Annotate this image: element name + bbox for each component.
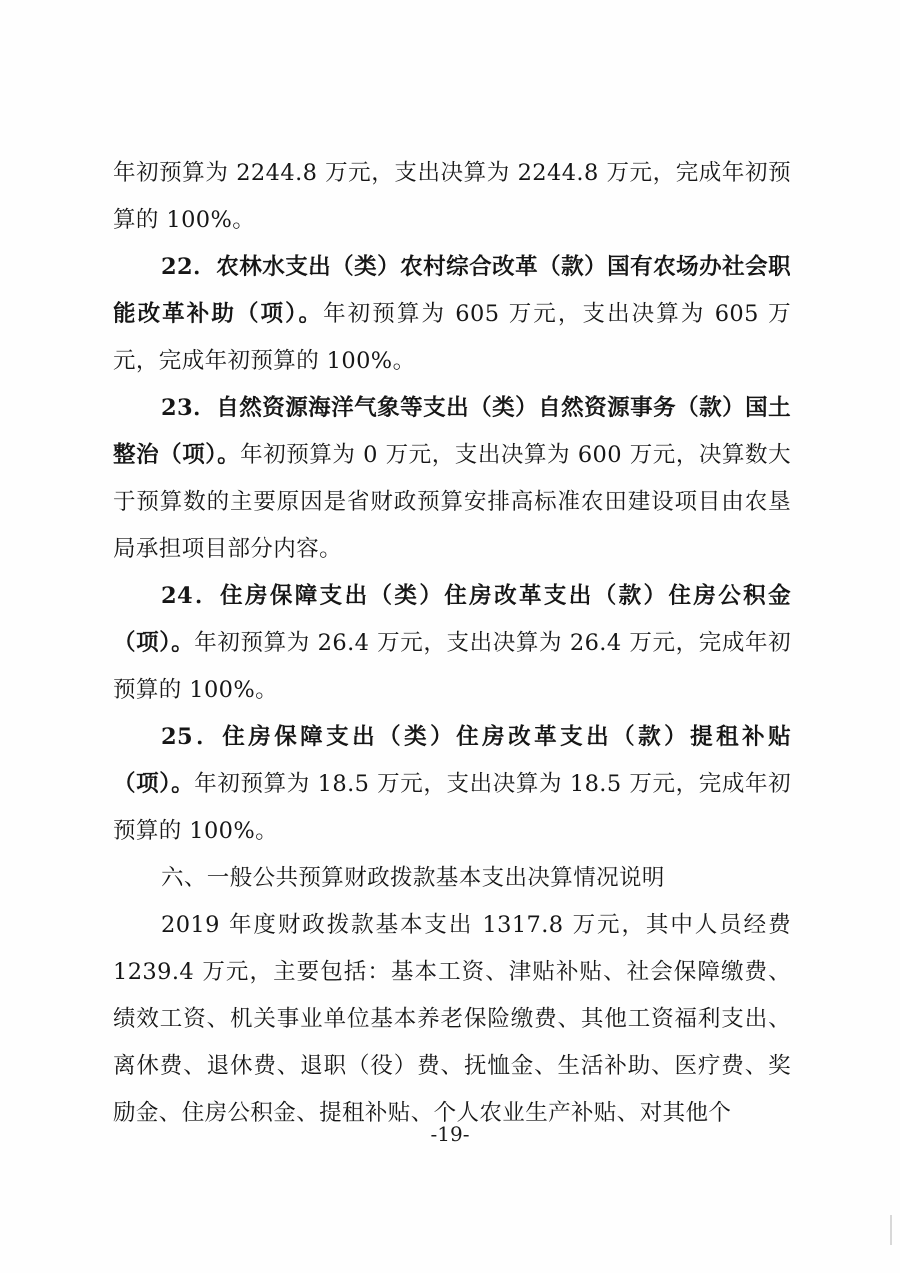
paragraph-text: 年初预算为 605 万元，支出决算为 605 万元，完成年初预算的 100%。 [113, 301, 791, 374]
page-number: -19- [430, 1122, 470, 1146]
page-edge-mark [890, 1215, 892, 1245]
section-six-body [113, 902, 791, 1137]
paragraph-item-24 [113, 573, 791, 714]
paragraph-lead: 24．住房保障支出（类）住房改革支出（款）住房公积金（项）。 [113, 583, 791, 656]
paragraph-lead: 23．自然资源海洋气象等支出（类）自然资源事务（款）国土整治（项）。 [113, 395, 791, 468]
paragraph-item-23 [113, 385, 791, 573]
paragraph-text: 年初预算为 18.5 万元，支出决算为 18.5 万元，完成年初预算的 100%。 [113, 771, 791, 844]
paragraph-lead: 22．农林水支出（类）农村综合改革（款）国有农场办社会职能改革补助（项）。 [113, 254, 791, 327]
section-heading-six [113, 855, 791, 902]
paragraph-item-22 [113, 244, 791, 385]
paragraph-text: 年初预算为 0 万元，支出决算为 600 万元，决算数大于预算数的主要原因是省财政预算安排高标准农田建设项目由农垦局承担项目部分内容。 [113, 442, 791, 562]
document-body [113, 150, 791, 1137]
paragraph-continuation [113, 150, 791, 244]
paragraph-item-25 [113, 714, 791, 855]
paragraph-lead: 25．住房保障支出（类）住房改革支出（款）提租补贴（项）。 [113, 724, 791, 797]
paragraph-text: 年初预算为 2244.8 万元，支出决算为 2244.8 万元，完成年初预算的 100%。 [113, 160, 791, 233]
paragraph-text: 2019 年度财政拨款基本支出 1317.8 万元，其中人员经费 1239.4 万元，主要包括：基本工资、津贴补贴、社会保障缴费、绩效工资、机关事业单位基本养老保险缴费、其他工资福利支出、离休费、退休费、退职（役）费、抚恤金、生活补助、医疗费、奖励金、住房公积金、提租补贴、个人农业生产补贴、对其他个 [113, 912, 791, 1126]
paragraph-text: 六、一般公共预算财政拨款基本支出决算情况说明 [161, 865, 665, 891]
paragraph-text: 年初预算为 26.4 万元，支出决算为 26.4 万元，完成年初预算的 100%。 [113, 630, 791, 703]
